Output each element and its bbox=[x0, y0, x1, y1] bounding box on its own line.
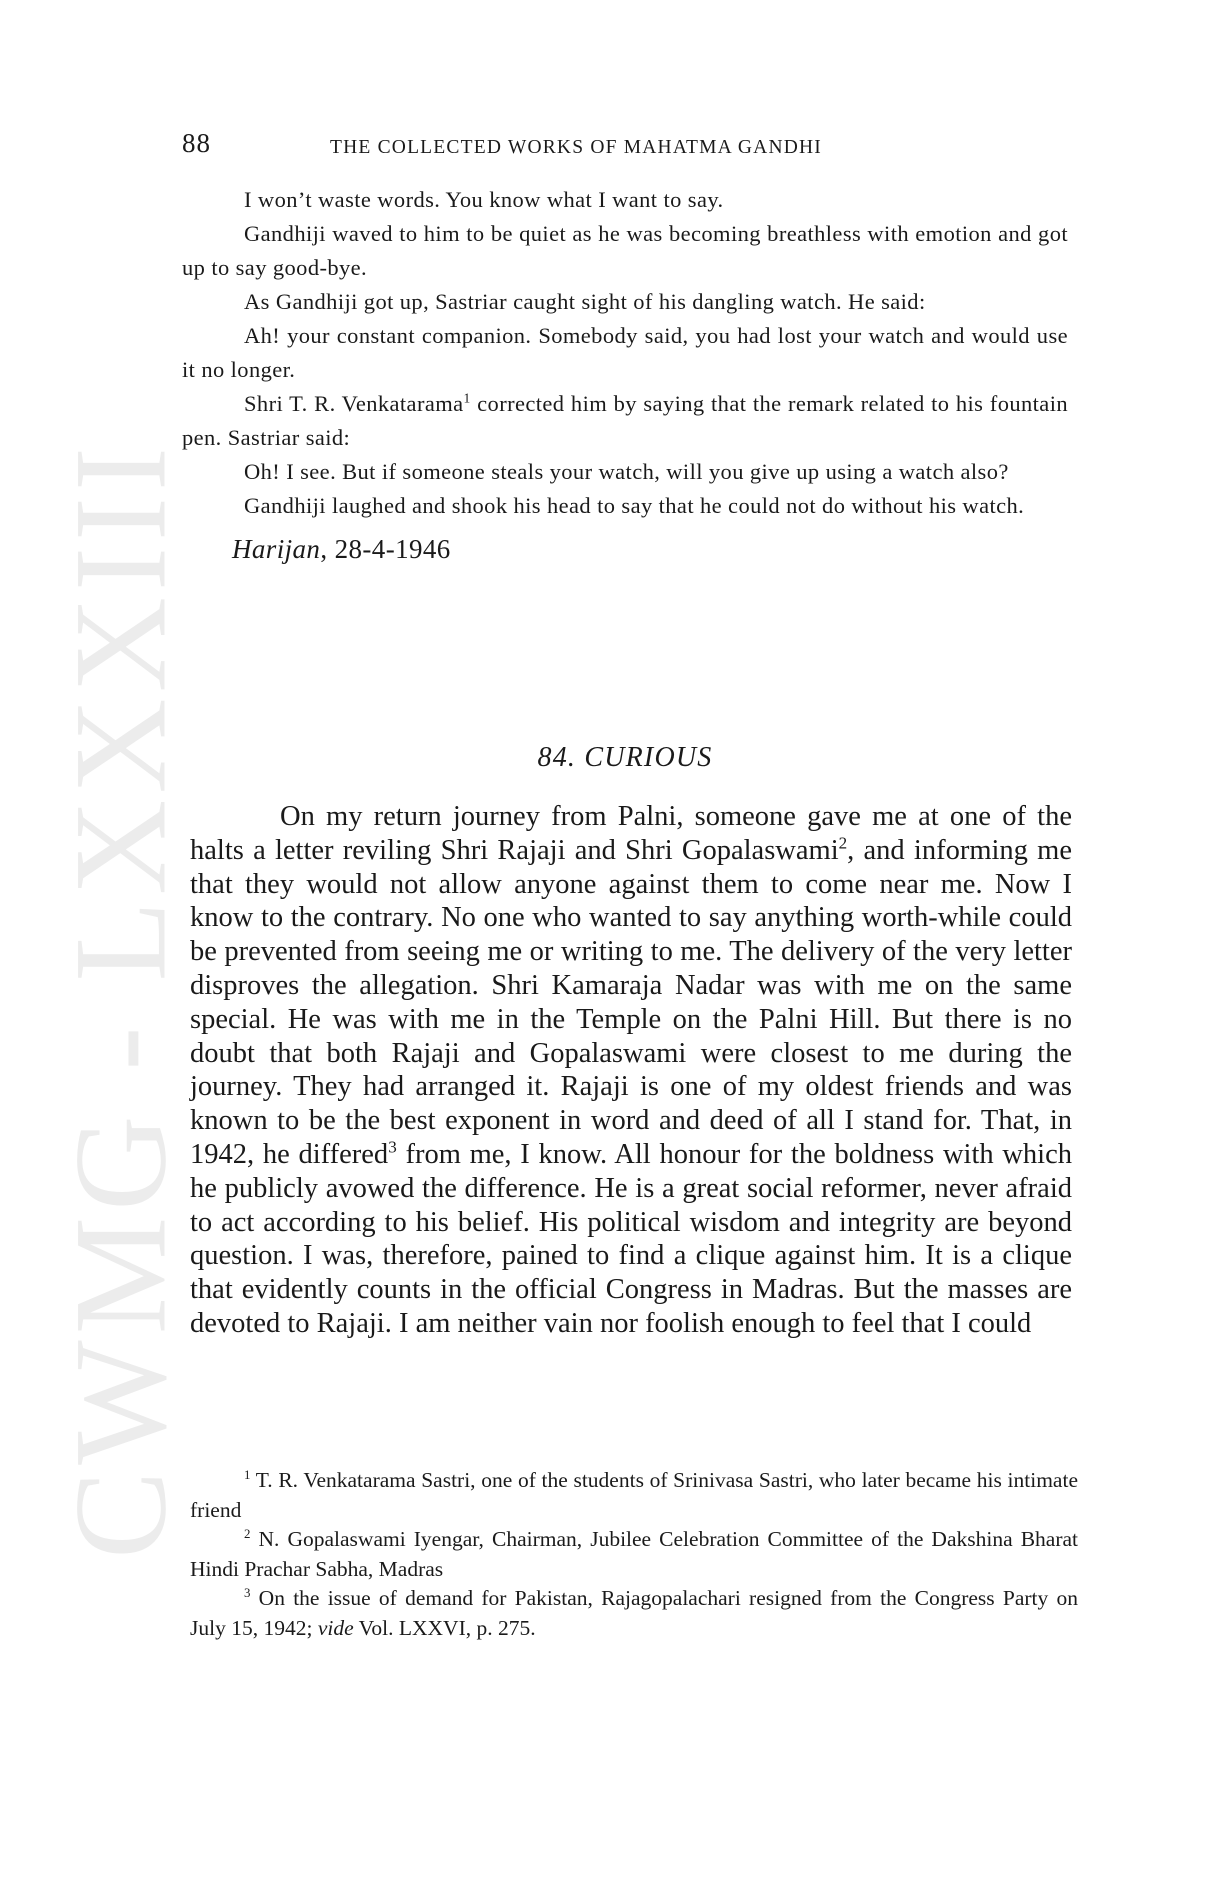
article-paragraph bbox=[190, 800, 1072, 1341]
footnote-reference: 2 bbox=[838, 833, 848, 853]
page-header bbox=[182, 128, 942, 168]
dialogue-paragraph bbox=[182, 387, 1068, 455]
footnote-reference: 3 bbox=[388, 1137, 397, 1157]
publication-date: , 28-4-1946 bbox=[320, 534, 451, 564]
footnotes bbox=[190, 1466, 1078, 1643]
dialogue-paragraph: I won’t waste words. You know what I want to say. bbox=[244, 187, 724, 212]
dialogue-section bbox=[182, 183, 1068, 569]
page-number: 88 bbox=[182, 128, 211, 158]
dialogue-paragraph: Gandhiji laughed and shook his head to say that he could not do without his watch. bbox=[244, 493, 1025, 518]
footnote-text: N. Gopalaswami Iyengar, Chairman, Jubilee Celebration Committee of the Dakshina Bharat Hindi Prachar Sabha, Madras bbox=[190, 1527, 1078, 1581]
footnote-number: 2 bbox=[244, 1526, 251, 1541]
footnote bbox=[190, 1525, 1078, 1584]
footnote-number: 1 bbox=[244, 1467, 251, 1482]
text-run: corrected him by saying that the remark related to his fountain pen. Sastriar said: bbox=[182, 391, 1068, 450]
text-run: Shri T. R. Venkatarama bbox=[244, 391, 464, 416]
footnote-reference: 1 bbox=[463, 390, 471, 406]
dialogue-paragraph: Gandhiji waved to him to be quiet as he was becoming breathless with emotion and got up to say good-bye. bbox=[182, 221, 1068, 280]
source-citation bbox=[182, 529, 1068, 569]
text-run: from me, I know. All honour for the boldness with which he publicly avowed the difference. He is a great social reformer, never afraid to act according to his belief. His political wisdom and integrity are beyond question. I was, therefore, pained to find a clique against him. It is a clique that evidently counts in the official Congress in Madras. But the masses are devoted to Rajaji. I am neither vain nor foolish enough to feel that I could bbox=[190, 1138, 1072, 1339]
dialogue-paragraph: As Gandhiji got up, Sastriar caught sight of his dangling watch. He said: bbox=[244, 289, 926, 314]
footnote bbox=[190, 1584, 1078, 1643]
article-body bbox=[190, 800, 1072, 1341]
footnote-text: T. R. Venkatarama Sastri, one of the students of Srinivasa Sastri, who later became his intimate friend bbox=[190, 1468, 1078, 1522]
dialogue-paragraph: Oh! I see. But if someone steals your watch, will you give up using a watch also? bbox=[244, 459, 1009, 484]
footnote-text: On the issue of demand for Pakistan, Rajagopalachari resigned from the Congress Party on July 15, 1942; bbox=[190, 1586, 1078, 1640]
text-run: On my return journey from Palni, someone gave me at one of the halts a letter reviling Shri Rajaji and Shri Gopalaswami bbox=[190, 801, 1072, 866]
dialogue-paragraph: Ah! your constant companion. Somebody said, you had lost your watch and would use it no longer. bbox=[182, 323, 1068, 382]
footnote-number: 3 bbox=[244, 1585, 251, 1600]
text-run: , and informing me that they would not allow anyone against them to come near me. Now I know to the contrary. No one who wanted to say anything worth-while could be prevented from seeing me or writing to me. The delivery of the very letter disproves the allegation. Shri Kamaraja Nadar was with me on the same special. He was with me in the Temple on the Palni Hill. But there is no doubt that both Rajaji and Gopalaswami were closest to me during the journey. They had arranged it. Rajaji is one of my oldest friends and was known to be the best exponent in word and deed of all I stand for. That, in 1942, he differed bbox=[190, 834, 1072, 1170]
footnote-text: Vol. LXXVI, p. 275. bbox=[353, 1615, 536, 1640]
watermark-text: CWMG - LXXXIII bbox=[46, 441, 194, 1559]
running-head: THE COLLECTED WORKS OF MAHATMA GANDHI bbox=[330, 137, 822, 158]
article-heading: 84. CURIOUS bbox=[537, 742, 713, 773]
footnote bbox=[190, 1466, 1078, 1525]
publication-name: Harijan bbox=[232, 534, 321, 564]
footnote-vide: vide bbox=[317, 1615, 354, 1640]
